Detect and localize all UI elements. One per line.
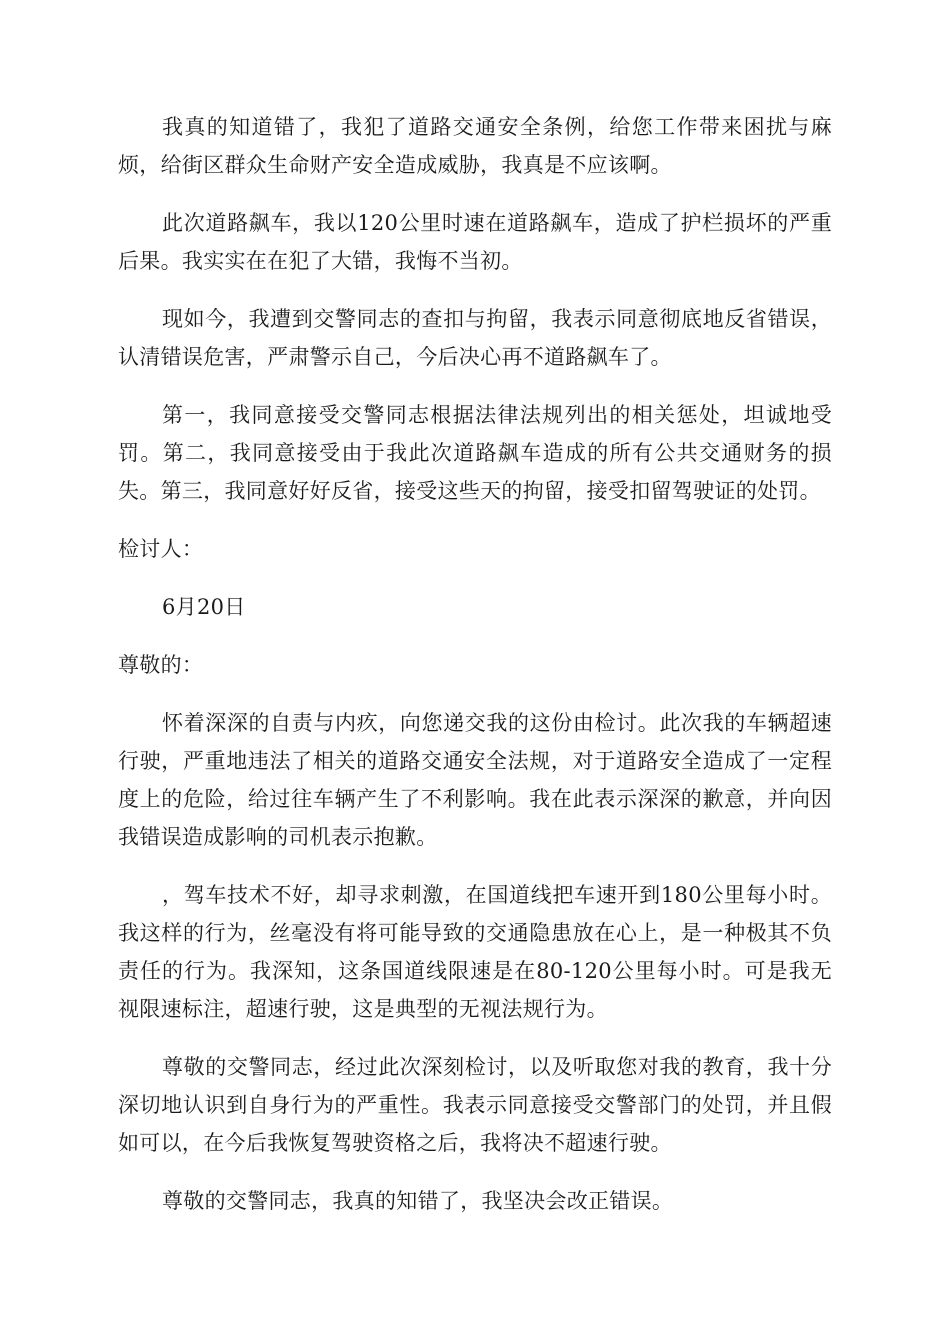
paragraph-5: 怀着深深的自责与内疚，向您递交我的这份由检讨。此次我的车辆超速行驶，严重地违法了相关的道路交通安全法规，对于道路安全造成了一定程度上的危险，给过往车辆产生了不利影响。我在此表示深深的歉意，并向因我错误造成影响的司机表示抱歉。 [118, 711, 832, 849]
paragraph-8: 尊敬的交警同志，我真的知错了，我坚决会改正错误。 [162, 1189, 674, 1213]
paragraph-1: 我真的知道错了，我犯了道路交通安全条例，给您工作带来困扰与麻烦，给街区群众生命财产安全造成威胁，我真是不应该啊。 [118, 115, 832, 177]
paragraph-7: 尊敬的交警同志，经过此次深刻检讨，以及听取您对我的教育，我十分深切地认识到自身行为的严重性。我表示同意接受交警部门的处罚，并且假如可以，在今后我恢复驾驶资格之后，我将决不超速行驶。 [118, 1055, 832, 1155]
signer-label: 检讨人： [118, 537, 204, 561]
paragraph-4: 第一，我同意接受交警同志根据法律法规列出的相关惩处，坦诚地受罚。第二，我同意接受由于我此次道路飙车造成的所有公共交通财务的损失。第三，我同意好好反省，接受这些天的拘留，接受扣留驾驶证的处罚。 [118, 403, 832, 503]
date-line: 6月20日 [162, 595, 246, 619]
document-page [118, 108, 832, 1240]
paragraph-6: ，驾车技术不好，却寻求刺激，在国道线把车速开到180公里每小时。我这样的行为，丝毫没有将可能导致的交通隐患放在心上，是一种极其不负责任的行为。我深知，这条国道线限速是在80-120公里每小时。可是我无视限速标注，超速行驶，这是典型的无视法规行为。 [118, 883, 832, 1021]
salutation: 尊敬的： [118, 653, 204, 677]
paragraph-3: 现如今，我遭到交警同志的查扣与拘留，我表示同意彻底地反省错误，认清错误危害，严肃警示自己，今后决心再不道路飙车了。 [118, 307, 832, 369]
paragraph-2: 此次道路飙车，我以120公里时速在道路飙车，造成了护栏损坏的严重后果。我实实在在犯了大错，我悔不当初。 [118, 211, 832, 273]
